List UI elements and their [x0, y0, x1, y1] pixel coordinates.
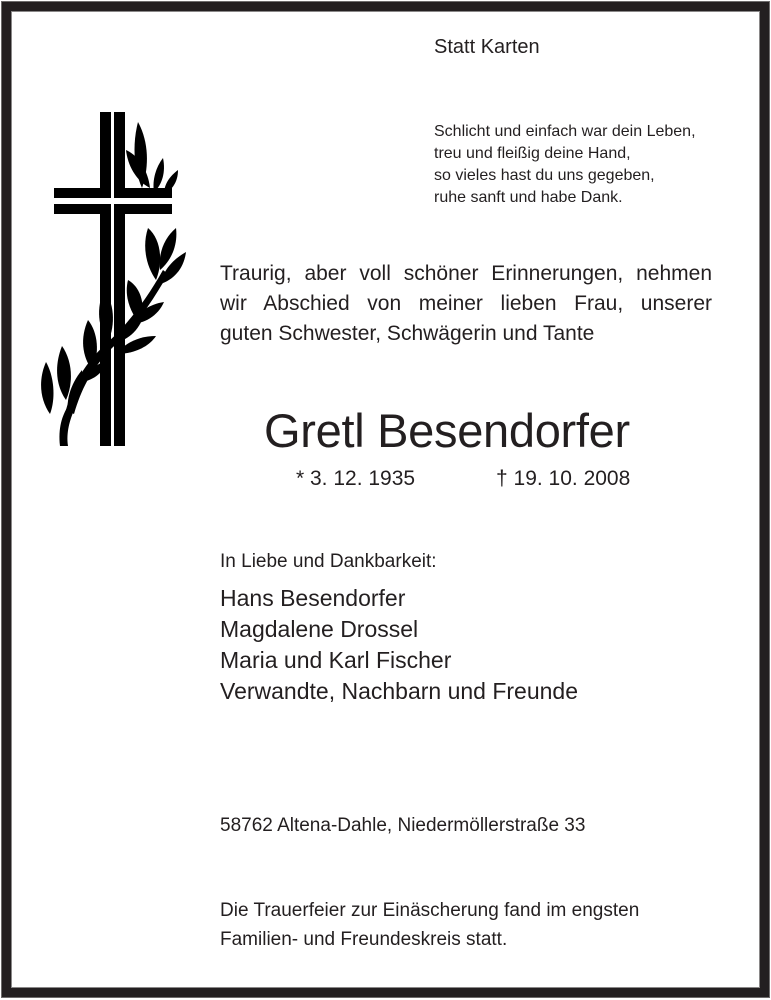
intro-line: Traurig, aber voll schöner Erinnerungen, nehmen	[220, 262, 712, 285]
address: 58762 Altena-Dahle, Niedermöllerstraße 33	[220, 815, 586, 836]
service-line: Die Trauerfeier zur Einäscherung fand im engsten	[220, 900, 640, 921]
deceased-name: Gretl Besendorfer	[264, 404, 630, 457]
poem-verse	[434, 121, 696, 209]
mourner-name: Verwandte, Nachbarn und Freunde	[220, 678, 579, 704]
intro-paragraph	[220, 259, 712, 349]
service-note	[220, 896, 639, 954]
poem-line: ruhe sanft und habe Dank.	[434, 189, 623, 206]
mourner-name: Maria und Karl Fischer	[220, 647, 452, 673]
death-date: † 19. 10. 2008	[496, 467, 631, 490]
poem-line: Schlicht und einfach war dein Leben,	[434, 123, 696, 140]
intro-line: wir Abschied von meiner lieben Frau, unserer	[220, 292, 712, 315]
mourner-name: Hans Besendorfer	[220, 585, 406, 611]
mourner-name: Magdalene Drossel	[220, 616, 419, 642]
poem-line: so vieles hast du uns gegeben,	[434, 167, 655, 184]
mourners-list	[220, 583, 578, 707]
statt-karten-heading: Statt Karten	[434, 36, 540, 58]
poem-line: treu und fleißig deine Hand,	[434, 145, 631, 162]
intro-line: guten Schwester, Schwägerin und Tante	[220, 322, 595, 345]
cross-with-palm-branch-icon	[38, 110, 188, 450]
birth-date: * 3. 12. 1935	[296, 467, 416, 490]
service-line: Familien- und Freundeskreis statt.	[220, 929, 508, 950]
mourners-label: In Liebe und Dankbarkeit:	[220, 551, 437, 572]
